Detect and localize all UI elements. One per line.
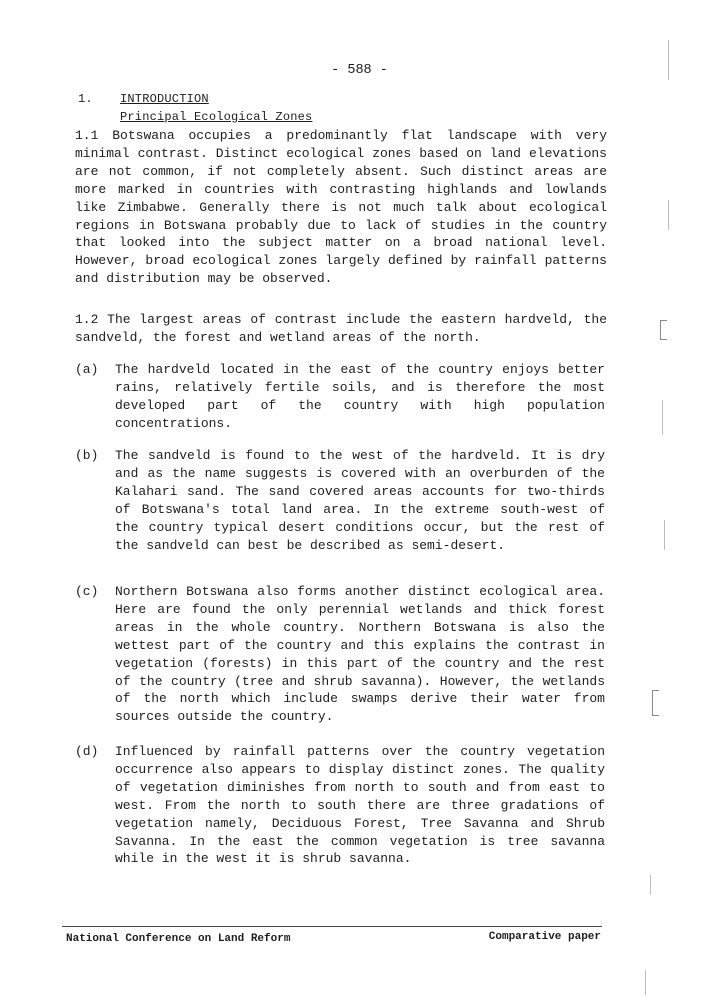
- scan-artifact: [668, 40, 669, 80]
- paragraph-1-2: 1.2 The largest areas of contrast include the eastern hardveld, the sandveld, the forest and wetland areas of the north.: [75, 312, 607, 345]
- paragraph-1-1: 1.1 Botswana occupies a predominantly flat landscape with very minimal contrast. Distinct ecological zones based on land elevations are not common, if not completely absent. Such distinct areas are more marked in countries with contrasting highlands and lowlands like Zimbabwe. Generally there is not much talk about ecological regions in Botswana probably due to lack of studies in the country that looked into the subject matter on a broad national level. However, broad ecological zones largely defined by rainfall patterns and distribution may be observed.: [75, 128, 607, 287]
- section-title: INTRODUCTION: [120, 92, 209, 106]
- scan-artifact: [668, 200, 669, 230]
- scan-artifact: [650, 875, 651, 895]
- scan-artifact: [664, 520, 665, 550]
- list-item-label: (d): [75, 744, 99, 759]
- list-item-text: The sandveld is found to the west of the hardveld. It is dry and as the name suggests is covered with an overburden of the Kalahari sand. The sand covered areas accounts for two-thirds of Botswana's total land area. In the extreme south-west of the country typical desert conditions occur, but the rest of the sandveld can best be described as semi-desert.: [115, 448, 605, 553]
- list-item-text: Northern Botswana also forms another distinct ecological area. Here are found the only perennial wetlands and thick forest areas in the whole country. Northern Botswana is also the wettest part of the country and this explains the contrast in vegetation (forests) in this part of the country and the rest of the country (tree and shrub savanna). However, the wetlands of the north which include swamps derive their water from sources outside the country.: [115, 584, 605, 725]
- scan-artifact: [660, 320, 667, 340]
- scan-artifact: [645, 970, 646, 995]
- footer-paper-type: Comparative paper: [488, 931, 601, 943]
- list-item-label: (c): [75, 584, 99, 599]
- footer-conference-name: National Conference on Land Reform: [66, 933, 291, 945]
- section-subtitle: Principal Ecological Zones: [120, 110, 313, 124]
- list-item-label: (a): [75, 362, 99, 377]
- list-item-text: Influenced by rainfall patterns over the country vegetation occurrence also appears to display distinct zones. The quality of vegetation diminishes from north to south and from east to west. From the north to south there are three gradations of vegetation namely, Deciduous Forest, Tree Savanna and Shrub Savanna. In the east the common vegetation is tree savanna while in the west it is shrub savanna.: [115, 744, 605, 867]
- page-number: - 588 -: [331, 63, 388, 78]
- section-number: 1.: [78, 92, 93, 106]
- scan-artifact: [652, 690, 659, 716]
- list-item-text: The hardveld located in the east of the country enjoys better rains, relatively fertile soils, and is therefore the most developed part of the country with high population concentrations.: [115, 362, 605, 431]
- scan-artifact: [662, 400, 663, 435]
- footer-divider: [62, 926, 602, 927]
- list-item-label: (b): [75, 448, 99, 463]
